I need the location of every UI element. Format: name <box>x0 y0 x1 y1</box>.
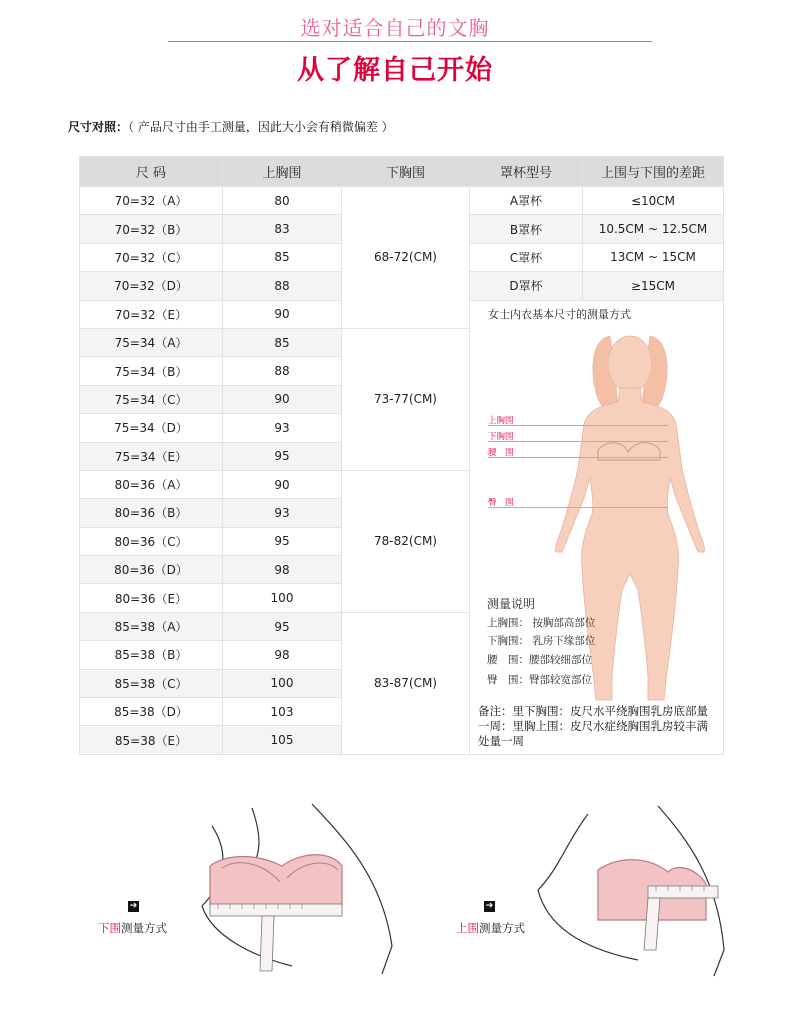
upper-cell: 88 <box>223 357 342 385</box>
size-cell: 85=38（C） <box>80 669 223 697</box>
diff-cell: ≥15CM <box>583 272 724 300</box>
size-note-text: （ 产品尺寸由手工测量，因此大小会有稍微偏差 ） <box>128 120 394 134</box>
upper-cell: 100 <box>223 669 342 697</box>
upper-cell: 83 <box>223 215 342 243</box>
caption-under-bust-text: 测量方式 <box>121 921 167 935</box>
cup-cell: A罩杯 <box>470 187 583 215</box>
cup-cell: B罩杯 <box>470 215 583 243</box>
size-note-label: 尺寸对照： <box>68 120 129 134</box>
table-header-row <box>80 157 724 187</box>
header-cup: 罩杯型号 <box>470 157 583 187</box>
caption-upper-bust <box>456 920 525 936</box>
table-row <box>80 187 724 215</box>
label-waist: 腰 围 <box>488 448 514 458</box>
size-cell: 70=32（A） <box>80 187 223 215</box>
upper-cell: 90 <box>223 300 342 328</box>
size-cell: 85=38（B） <box>80 641 223 669</box>
under-group-cell: 83-87(CM) <box>342 612 470 754</box>
caption-upper-bust-text: 测量方式 <box>479 921 525 935</box>
size-cell: 80=36（A） <box>80 470 223 498</box>
upper-cell: 88 <box>223 272 342 300</box>
caption-upper-bust-pink: 上围 <box>456 921 479 935</box>
size-cell: 85=38（E） <box>80 726 223 754</box>
measure-item: 臀 围：臀部较宽部位 <box>487 674 592 686</box>
size-cell: 75=34（B） <box>80 357 223 385</box>
upper-cell: 95 <box>223 442 342 470</box>
upper-cell: 90 <box>223 385 342 413</box>
arrow-icon: ➔ <box>485 901 494 911</box>
size-cell: 80=36（D） <box>80 556 223 584</box>
upper-cell: 85 <box>223 328 342 356</box>
size-cell: 70=32（D） <box>80 272 223 300</box>
size-cell: 70=32（E） <box>80 300 223 328</box>
size-cell: 70=32（B） <box>80 215 223 243</box>
header-diff: 上围与下围的差距 <box>583 157 724 187</box>
size-cell: 85=38（D） <box>80 698 223 726</box>
cup-cell: C罩杯 <box>470 243 583 271</box>
upper-cell: 90 <box>223 470 342 498</box>
caption-under-bust <box>98 920 167 936</box>
size-note <box>68 118 394 135</box>
measure-item: 腰 围：腰部较细部位 <box>487 654 592 666</box>
under-bust-measure-illustration <box>192 796 402 976</box>
upper-cell: 98 <box>223 556 342 584</box>
measure-title: 测量说明 <box>487 597 536 611</box>
under-bust-line <box>488 441 668 442</box>
under-group-cell: 78-82(CM) <box>342 470 470 612</box>
label-under-bust: 下胸围 <box>488 432 514 442</box>
size-cell: 75=34（E） <box>80 442 223 470</box>
page-title: 从了解自己开始 <box>297 55 493 86</box>
waist-line <box>488 457 668 458</box>
cup-cell: D罩杯 <box>470 272 583 300</box>
size-cell: 75=34（C） <box>80 385 223 413</box>
size-cell: 80=36（E） <box>80 584 223 612</box>
measurement-figure <box>470 300 723 755</box>
diff-cell: ≤10CM <box>583 187 724 215</box>
measure-item: 下胸围： 乳房下缘部位 <box>487 635 596 647</box>
measure-remark: 备注：里下胸围：皮尺水平绕胸围乳房底部量一周：里胸上围：皮尺水症绕胸围乳房较丰满处量一周 <box>478 704 708 748</box>
size-cell: 75=34（A） <box>80 328 223 356</box>
header-size: 尺 码 <box>80 157 223 187</box>
label-hip: 臀 围 <box>488 498 514 508</box>
caption-under-bust-pink: 下围 <box>98 921 121 935</box>
upper-cell: 93 <box>223 499 342 527</box>
upper-cell: 80 <box>223 187 342 215</box>
arrow-icon: ➔ <box>129 901 138 911</box>
diff-cell: 13CM ~ 15CM <box>583 243 724 271</box>
hip-line <box>488 507 668 508</box>
upper-bust-measure-illustration <box>528 800 728 980</box>
title-divider <box>168 41 652 42</box>
figure-title: 女士内衣基本尺寸的测量方式 <box>488 308 631 321</box>
size-cell: 75=34（D） <box>80 414 223 442</box>
page-subtitle: 选对适合自己的文胸 <box>300 16 490 40</box>
upper-cell: 95 <box>223 527 342 555</box>
upper-cell: 93 <box>223 414 342 442</box>
header-upper: 上胸围 <box>223 157 342 187</box>
upper-cell: 100 <box>223 584 342 612</box>
upper-cell: 105 <box>223 726 342 754</box>
diff-cell: 10.5CM ~ 12.5CM <box>583 215 724 243</box>
under-group-cell: 73-77(CM) <box>342 328 470 470</box>
upper-cell: 103 <box>223 698 342 726</box>
upper-cell: 95 <box>223 612 342 640</box>
size-cell: 80=36（B） <box>80 499 223 527</box>
under-group-cell: 68-72(CM) <box>342 187 470 329</box>
header-under: 下胸围 <box>342 157 470 187</box>
size-cell: 85=38（A） <box>80 612 223 640</box>
upper-cell: 85 <box>223 243 342 271</box>
upper-cell: 98 <box>223 641 342 669</box>
measure-item: 上胸围： 按胸部高部位 <box>487 617 596 629</box>
label-upper-bust: 上胸围 <box>488 416 514 426</box>
size-cell: 80=36（C） <box>80 527 223 555</box>
size-cell: 70=32（C） <box>80 243 223 271</box>
upper-bust-line <box>488 425 668 426</box>
